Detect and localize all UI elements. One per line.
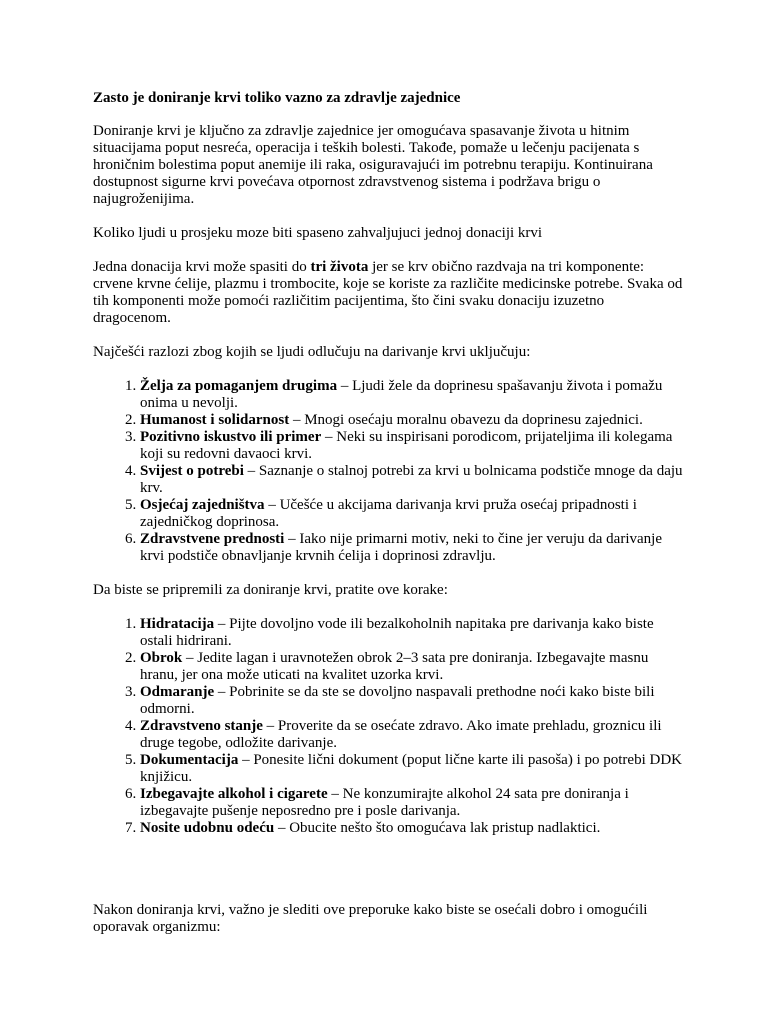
reason-desc: – Ljudi žele da doprinesu spašavanju života i pomažu onima u nevolji. xyxy=(140,378,663,411)
step-term: Zdravstveno stanje xyxy=(140,718,263,734)
list-item xyxy=(140,786,683,820)
document-title: Zasto je doniranje krvi toliko vazno za zdravlje zajednice xyxy=(93,90,461,106)
question-lives: Koliko ljudi u prosjeku moze biti spaseno zahvaljujuci jednoj donaciji krvi xyxy=(93,225,543,241)
document-page xyxy=(93,90,683,953)
reason-term: Zdravstvene prednosti xyxy=(140,531,285,547)
step-desc: – Jedite lagan i uravnotežen obrok 2–3 sata pre doniranja. Izbegavajte masnu hranu, jer ona može uticati na kvalitet uzorka krvi. xyxy=(140,650,649,683)
list-item xyxy=(140,718,683,752)
step-term: Hidratacija xyxy=(140,616,215,632)
list-item xyxy=(140,429,683,463)
lives-paragraph xyxy=(93,259,683,327)
step-term: Nosite udobnu odeću xyxy=(140,820,275,836)
reason-desc: – Saznanje o stalnoj potrebi za krvi u bolnicama podstiče mnoge da daju krv. xyxy=(140,463,683,496)
list-item xyxy=(140,684,683,718)
reason-term: Humanost i solidarnost xyxy=(140,412,290,428)
list-item xyxy=(140,463,683,497)
reason-desc: – Neki su inspirisani porodicom, prijateljima ili kolegama koji su redovni davaoci krvi. xyxy=(140,429,673,462)
lives-bold: tri života xyxy=(310,259,369,275)
step-term: Obrok xyxy=(140,650,183,666)
list-item xyxy=(140,531,683,565)
step-desc: – Ponesite lični dokument (poput lične karte ili pasoša) i po potrebi DDK knjižicu. xyxy=(140,752,682,785)
vertical-spacer xyxy=(93,854,683,902)
step-term: Izbegavajte alkohol i cigarete xyxy=(140,786,328,802)
step-desc: – Ne konzumirajte alkohol 24 sata pre doniranja i izbegavajte pušenje neposredno pre i posle darivanja. xyxy=(140,786,629,819)
list-item xyxy=(140,650,683,684)
step-term: Dokumentacija xyxy=(140,752,239,768)
reasons-list xyxy=(93,378,683,565)
intro-paragraph: Doniranje krvi je ključno za zdravlje zajednice jer omogućava spasavanje života u hitnim situacijama poput nesreća, operacija i teških bolesti. Takođe, pomaže u lečenju pacijenata s hroničnim bolestima poput anemije ili raka, osiguravajući im potrebnu terapiju. Kontinuirana dostupnost sigurne krvi povećava otpornost zdravstvenog sistema i podržava brigu o najugroženijima. xyxy=(93,123,653,207)
step-desc: – Pijte dovoljno vode ili bezalkoholnih napitaka pre darivanja kako biste ostali hidrirani. xyxy=(140,616,654,649)
lives-text-before: Jedna donacija krvi može spasiti do xyxy=(93,259,311,275)
step-desc: – Proverite da se osećate zdravo. Ako imate prehladu, groznicu ili druge tegobe, odložite darivanje. xyxy=(140,718,662,751)
reason-term: Pozitivno iskustvo ili primer xyxy=(140,429,322,445)
step-desc: – Obucite nešto što omogućava lak pristup nadlaktici. xyxy=(274,820,601,836)
after-paragraph: Nakon doniranja krvi, važno je slediti ove preporuke kako biste se osećali dobro i omogućili oporavak organizmu: xyxy=(93,902,648,935)
reason-term: Želja za pomaganjem drugima xyxy=(140,378,338,394)
reason-term: Osjećaj zajedništva xyxy=(140,497,265,513)
reason-desc: – Učešće u akcijama darivanja krvi pruža osećaj pripadnosti i zajedničkog doprinosa. xyxy=(140,497,637,530)
step-term: Odmaranje xyxy=(140,684,215,700)
list-item xyxy=(140,752,683,786)
reason-desc: – Mnogi osećaju moralnu obavezu da doprinesu zajednici. xyxy=(289,412,643,428)
list-item xyxy=(140,497,683,531)
reason-desc: – Iako nije primarni motiv, neki to čine jer veruju da darivanje krvi podstiče obnavljanje krvnih ćelija i doprinosi zdravlju. xyxy=(140,531,662,564)
list-item xyxy=(140,412,683,429)
steps-list xyxy=(93,616,683,837)
list-item xyxy=(140,616,683,650)
reason-term: Svijest o potrebi xyxy=(140,463,244,479)
steps-intro: Da biste se pripremili za doniranje krvi, pratite ove korake: xyxy=(93,582,448,598)
list-item xyxy=(140,820,683,837)
lives-text-after: jer se krv obično razdvaja na tri komponente: crvene krvne ćelije, plazmu i trombocite, koje se koriste za različite medicinske potrebe. Svaka od tih komponenti može pomoći različitim pacijentima, što čini svaku donaciju izuzetno dragocenom. xyxy=(93,259,683,326)
list-item xyxy=(140,378,683,412)
step-desc: – Pobrinite se da ste se dovoljno naspavali prethodne noći kako biste bili odmorni. xyxy=(140,684,655,717)
reasons-intro: Najčešći razlozi zbog kojih se ljudi odlučuju na darivanje krvi uključuju: xyxy=(93,344,531,360)
